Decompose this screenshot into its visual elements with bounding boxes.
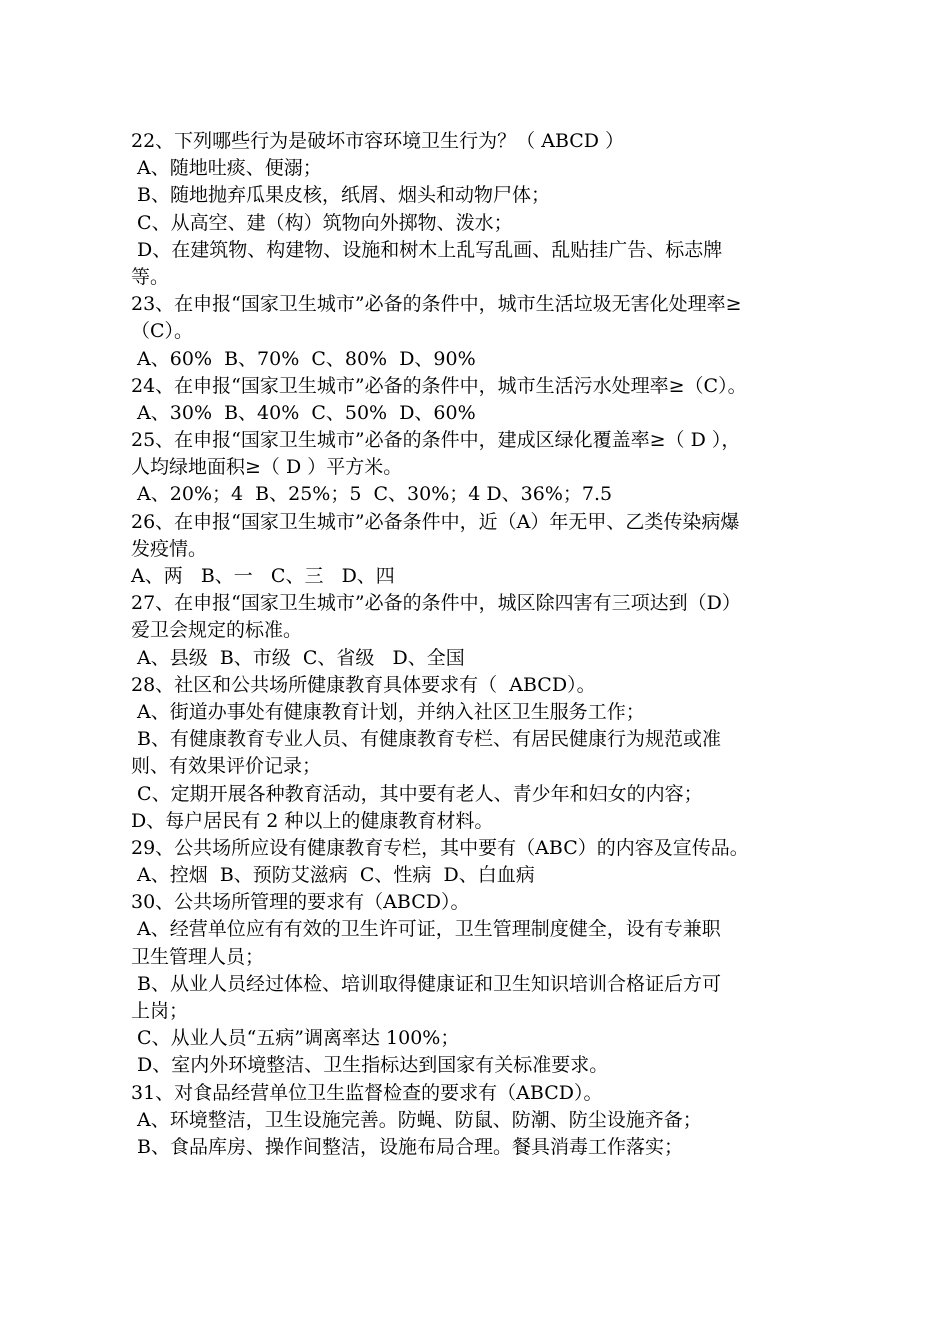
q31-option-b: B、食品库房、操作间整洁，设施布局合理。餐具消毒工作落实； (131, 1135, 684, 1158)
q26-options: A、两 B、一 C、三 D、四 (131, 565, 395, 587)
question-23: 23、在申报“国家卫生城市”必备的条件中，城市生活垃圾无害化处理率≥ (131, 293, 742, 316)
q30-option-d: D、室内外环境整洁、卫生指标达到国家有关标准要求。 (131, 1054, 609, 1077)
q28-option-a: A、街道办事处有健康教育计划，并纳入社区卫生服务工作； (131, 700, 645, 723)
question-25-cont: 人均绿地面积≥（ D ）平方米。 (131, 456, 403, 479)
question-23-cont: （C）。 (131, 320, 194, 343)
q29-options: A、控烟 B、预防艾滋病 C、性病 D、白血病 (131, 864, 535, 887)
question-30: 30、公共场所管理的要求有（ABCD）。 (131, 891, 470, 914)
document-body (131, 128, 831, 1161)
q30-option-b-cont: 上岗； (131, 1000, 189, 1022)
question-25: 25、在申报“国家卫生城市”必备的条件中，建成区绿化覆盖率≥（ D ）， (131, 429, 741, 452)
q30-option-a-cont: 卫生管理人员； (131, 945, 265, 968)
q22-option-b: B、随地抛弃瓜果皮核，纸屑、烟头和动物尸体； (131, 184, 551, 207)
q23-options: A、60% B、70% C、80% D、90% (131, 347, 476, 370)
q22-option-c: C、从高空、建（构）筑物向外掷物、泼水； (131, 211, 513, 234)
q30-option-a: A、经营单位应有有效的卫生许可证，卫生管理制度健全，设有专兼职 (131, 918, 721, 941)
question-26-cont: 发疫情。 (131, 537, 208, 560)
question-27: 27、在申报“国家卫生城市”必备的条件中，城区除四害有三项达到（D） (131, 592, 741, 615)
q28-option-d: D、每户居民有 2 种以上的健康教育材料。 (131, 809, 494, 832)
q24-options: A、30% B、40% C、50% D、60% (131, 401, 476, 424)
question-26: 26、在申报“国家卫生城市”必备条件中，近（A）年无甲、乙类传染病爆 (131, 510, 740, 533)
question-24: 24、在申报“国家卫生城市”必备的条件中，城市生活污水处理率≥（C）。 (131, 374, 747, 397)
q22-option-a: A、随地吐痰、便溺； (131, 157, 322, 180)
q22-option-d-cont: 等。 (131, 265, 170, 288)
question-22: 22、下列哪些行为是破坏市容环境卫生行为？（ ABCD ） (131, 130, 625, 152)
q28-option-c: C、定期开展各种教育活动，其中要有老人、青少年和妇女的内容； (131, 782, 703, 805)
q30-option-c: C、从业人员“五病”调离率达 100%； (131, 1027, 460, 1050)
q30-option-b: B、从业人员经过体检、培训取得健康证和卫生知识培训合格证后方可 (131, 972, 722, 995)
question-27-cont: 爱卫会规定的标准。 (131, 619, 303, 642)
question-28: 28、社区和公共场所健康教育具体要求有（ ABCD）。 (131, 673, 596, 696)
q25-options: A、20%；4 B、25%；5 C、30%；4 D、36%；7.5 (131, 483, 613, 506)
q28-option-b-cont: 则、有效果评价记录； (131, 755, 322, 778)
q28-option-b: B、有健康教育专业人员、有健康教育专栏、有居民健康行为规范或准 (131, 728, 722, 751)
question-29: 29、公共场所应设有健康教育专栏，其中要有（ABC）的内容及宣传品。 (131, 836, 749, 859)
question-31: 31、对食品经营单位卫生监督检查的要求有（ABCD）。 (131, 1081, 603, 1104)
q31-option-a: A、环境整洁，卫生设施完善。防蝇、防鼠、防潮、防尘设施齐备； (131, 1108, 702, 1131)
q22-option-d: D、在建筑物、构建物、设施和树木上乱写乱画、乱贴挂广告、标志牌 (131, 238, 723, 261)
q27-options: A、县级 B、市级 C、省级 D、全国 (131, 646, 465, 669)
